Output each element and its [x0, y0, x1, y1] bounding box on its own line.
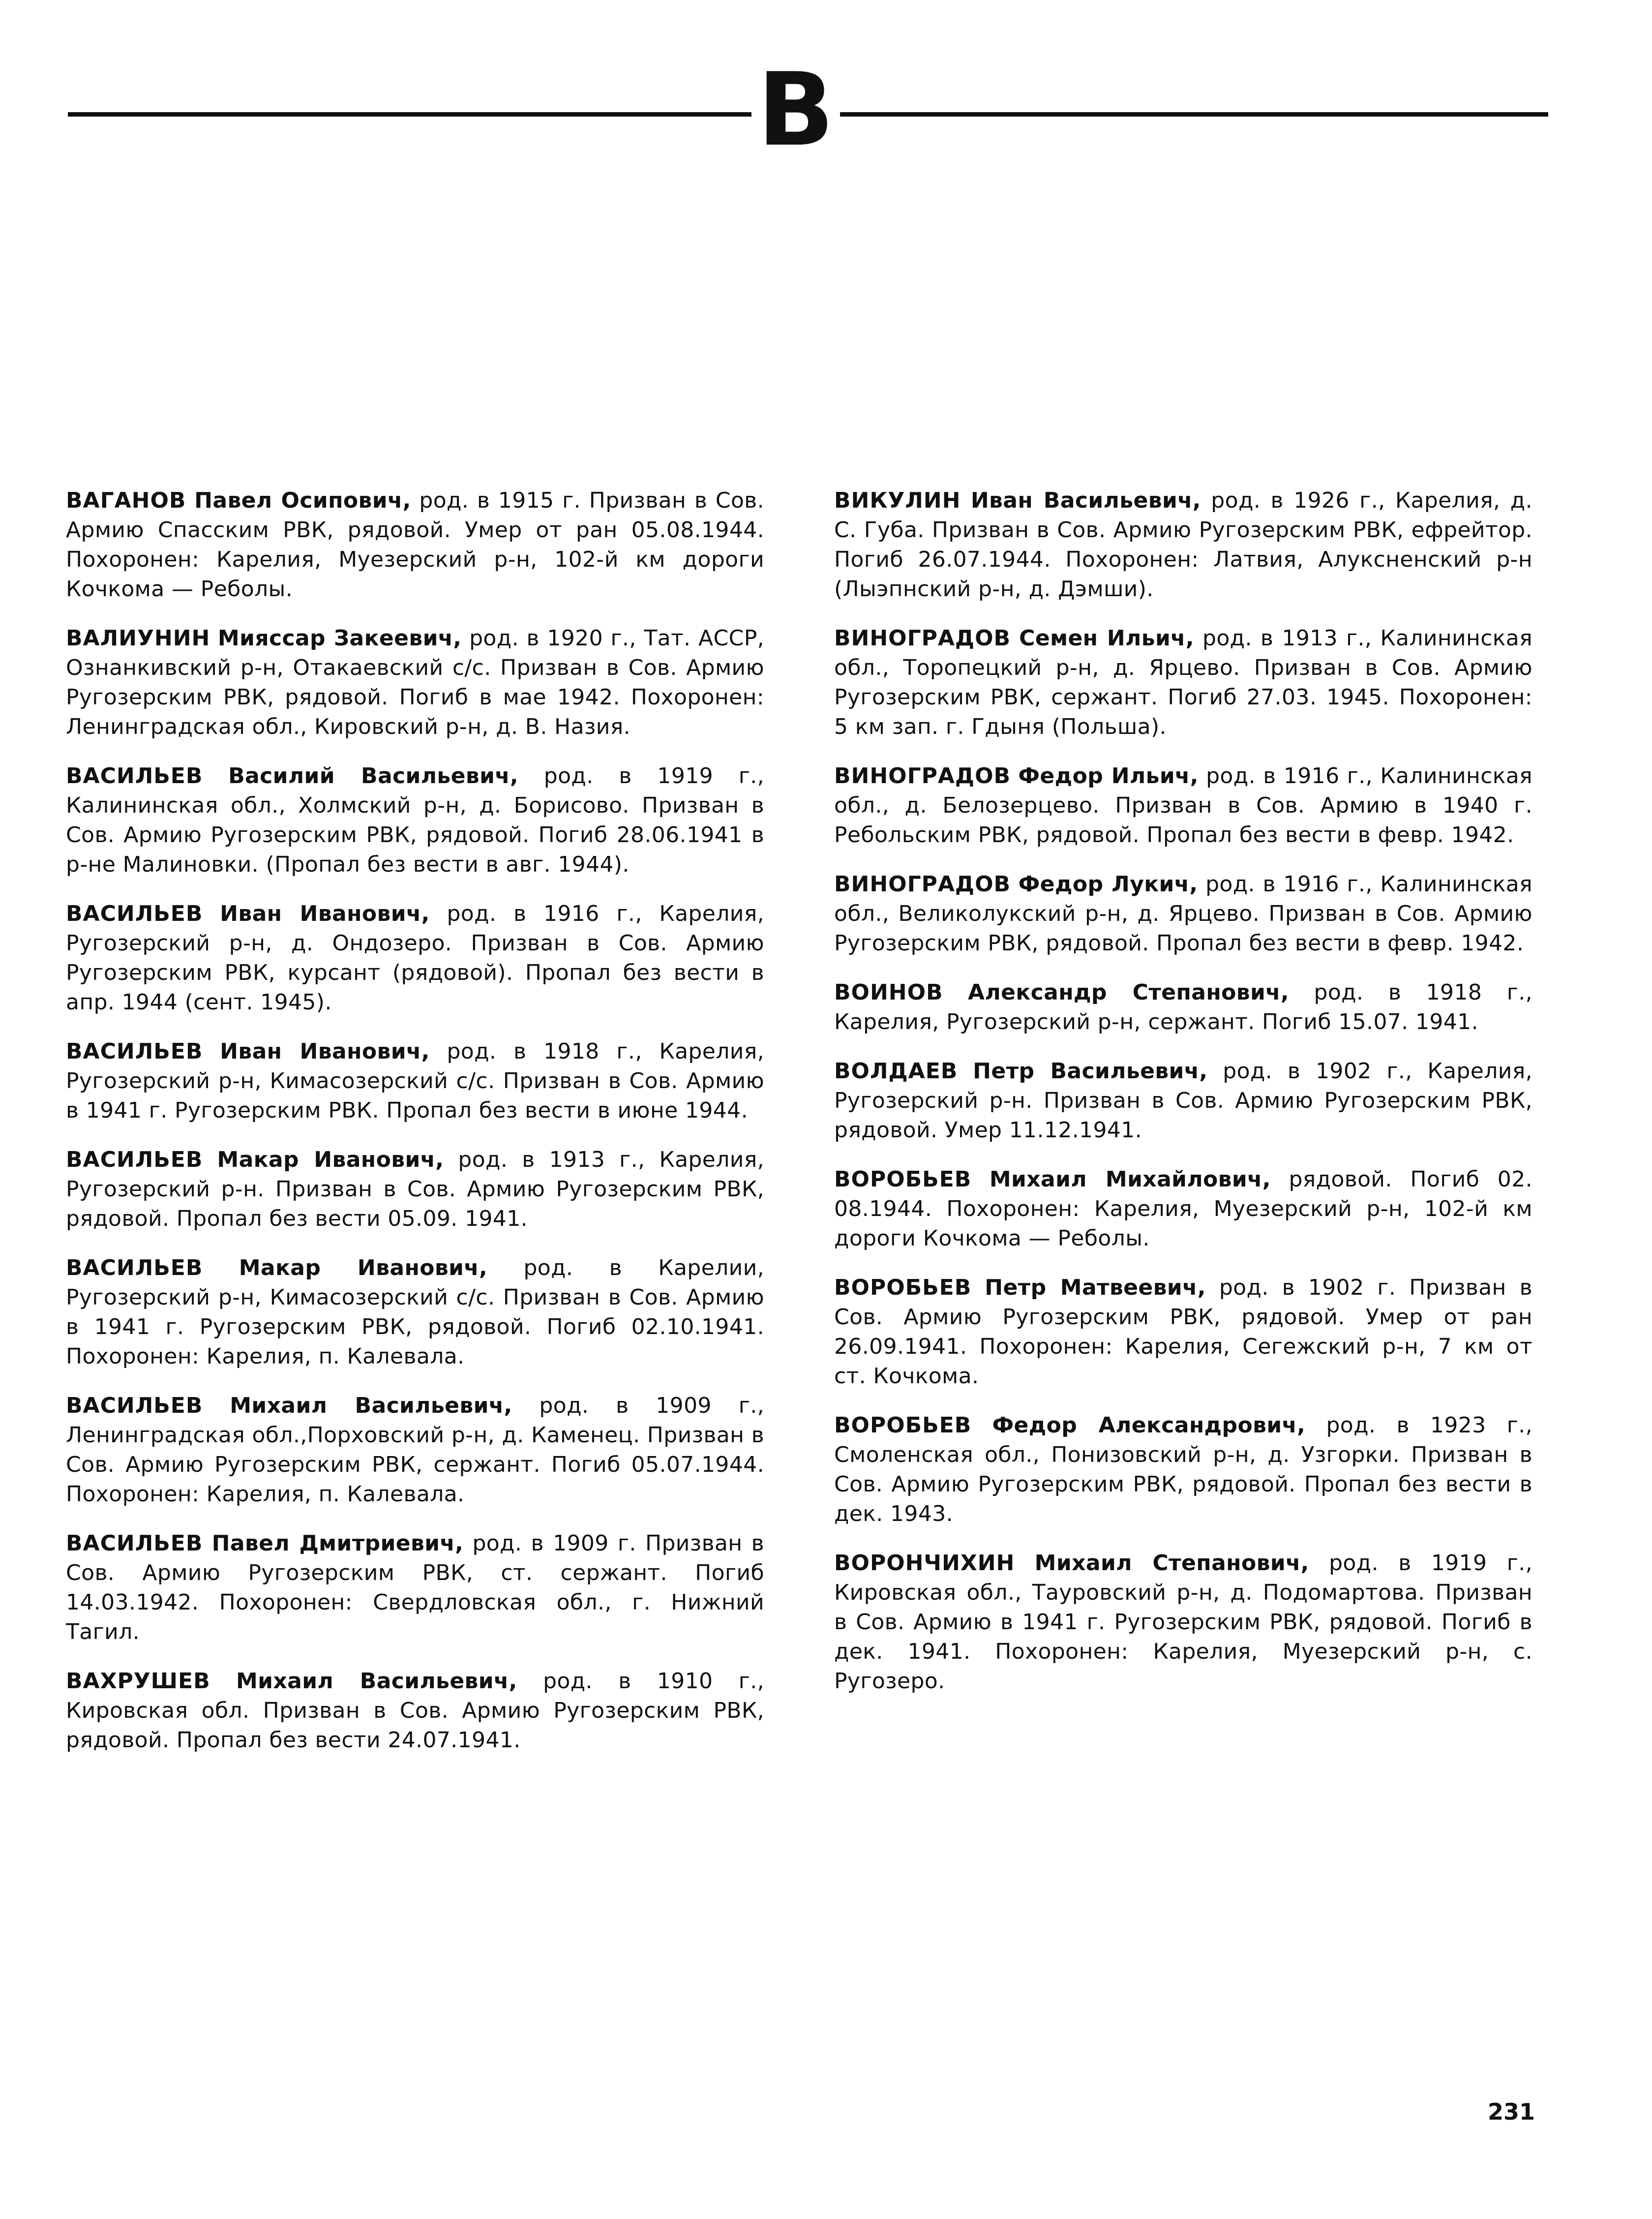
- entry-surname: ВАГАНОВ: [66, 488, 186, 513]
- entry-given-name: Александр Степанович,: [968, 980, 1289, 1005]
- entry-given-name: Иван Иванович,: [220, 901, 430, 926]
- entry-given-name: Петр Матвеевич,: [985, 1275, 1206, 1300]
- entry-surname: ВОЛДАЕВ: [834, 1059, 958, 1084]
- entry-text: род. в 1913 г., Калининская обл., Торопецкий р-н, д. Ярцево. Призван в Сов. Армию Ругозерским РВК, сержант. Погиб 27.03. 1945. Похоронен: 5 км зап. г. Гдыня (Польша).: [834, 626, 1532, 739]
- entry: [834, 624, 1532, 742]
- entry-surname: ВАСИЛЬЕВ: [66, 901, 203, 926]
- entry-text: род. в 1923 г., Смоленская обл., Понизовский р-н, д. Узгорки. Призван в Сов. Армию Ругозерским РВК, рядовой. Пропал без вести в дек. 1943.: [834, 1413, 1533, 1526]
- entry-text: род. в 1918 г., Карелия, Ругозерский р-н, сержант. Погиб 15.07. 1941.: [834, 980, 1533, 1034]
- entry-given-name: Петр Васильевич,: [973, 1059, 1208, 1084]
- header-rule-left: [68, 112, 751, 117]
- entry: [834, 978, 1532, 1037]
- entry: [66, 899, 764, 1017]
- entry-surname: ВАСИЛЬЕВ: [66, 1039, 203, 1064]
- entry: [834, 1057, 1532, 1145]
- entry-surname: ВОИНОВ: [834, 980, 943, 1005]
- entry: [66, 761, 764, 880]
- entry-surname: ВОРОНЧИХИН: [834, 1550, 1015, 1576]
- entry: [66, 1529, 764, 1647]
- entry: [834, 870, 1532, 958]
- entry: [66, 1037, 764, 1125]
- entry-surname: ВИНОГРАДОВ: [834, 626, 1011, 651]
- entry-text: род. в 1919 г., Калининская обл., Холмский р-н, д. Борисово. Призван в Сов. Армию Ругозерским РВК, рядовой. Погиб 28.06.1941 в р-не Малиновки. (Пропал без вести в авг. 1944).: [66, 763, 765, 877]
- entry-surname: ВИНОГРАДОВ: [834, 872, 1011, 897]
- entry-text: род. в 1910 г., Кировская обл. Призван в Сов. Армию Ругозерским РВК, рядовой. Пропал без вести 24.07.1941.: [66, 1669, 765, 1753]
- entry-given-name: Михаил Степанович,: [1034, 1550, 1309, 1576]
- entry-surname: ВИНОГРАДОВ: [834, 763, 1011, 789]
- right-column: [834, 486, 1532, 1716]
- entry-surname: ВОРОБЬЕВ: [834, 1413, 972, 1438]
- header-rule-right: [840, 112, 1548, 117]
- entry-given-name: Федор Лукич,: [1018, 872, 1198, 897]
- entry-given-name: Павел Осипович,: [194, 488, 411, 513]
- entry: [66, 1667, 764, 1755]
- entry: [834, 1165, 1532, 1253]
- entry-text: род. в 1920 г., Тат. АССР, Ознанкивский р-н, Отакаевский с/с. Призван в Сов. Армию Ругозерским РВК, рядовой. Погиб в мае 1942. Похоронен: Ленинградская обл., Кировский р-н, д. В. Назия.: [66, 626, 765, 739]
- entry-surname: ВАСИЛЬЕВ: [66, 1147, 203, 1172]
- entry-text: род. в 1909 г., Ленинградская обл.,Порховский р-н, д. Каменец. Призван в Сов. Армию Ругозерским РВК, сержант. Погиб 05.07.1944. Похоронен: Карелия, п. Калевала.: [66, 1393, 764, 1507]
- entry-given-name: Семен Ильич,: [1019, 626, 1194, 651]
- entry-surname: ВОРОБЬЕВ: [834, 1275, 972, 1300]
- entry-text: род. в Карелии, Ругозерский р-н, Кимасозерский с/с. Призван в Сов. Армию в 1941 г. Ругозерским РВК, рядовой. Погиб 02.10.1941. Похоронен: Карелия, п. Калевала.: [66, 1255, 765, 1369]
- entry-surname: ВАЛИУНИН: [66, 626, 210, 651]
- entry: [66, 1253, 764, 1371]
- entry: [834, 1273, 1532, 1391]
- entry: [66, 1391, 764, 1509]
- entry-given-name: Макар Иванович,: [239, 1255, 488, 1280]
- entry-given-name: Макар Иванович,: [217, 1147, 444, 1172]
- entry-surname: ВАСИЛЬЕВ: [66, 763, 203, 789]
- entry-text: род. в 1916 г., Калининская обл., Великолукский р-н, д. Ярцево. Призван в Сов. Армию Ругозерским РВК, рядовой. Пропал без вести в февр. 1942.: [834, 872, 1532, 956]
- entry-surname: ВАСИЛЬЕВ: [66, 1531, 203, 1556]
- entry: [834, 486, 1532, 604]
- entry-text: род. в 1919 г., Кировская обл., Тауровский р-н, д. Подомартова. Призван в Сов. Армию в 1941 г. Ругозерским РВК, рядовой. Погиб в дек. 1941. Похоронен: Карелия, Муезерский р-н, с. Ругозеро.: [834, 1550, 1533, 1694]
- entry: [66, 1145, 764, 1234]
- entry-given-name: Федор Ильич,: [1018, 763, 1199, 789]
- entry-given-name: Мияссар Закеевич,: [217, 626, 462, 651]
- entry-given-name: Иван Иванович,: [220, 1039, 430, 1064]
- section-header: [68, 52, 1548, 169]
- entry-surname: ВИКУЛИН: [834, 488, 961, 513]
- entry-text: род. в 1918 г., Карелия, Ругозерский р-н, Кимасозерский с/с. Призван в Сов. Армию в 1941 г. Ругозерским РВК. Пропал без вести в июне 1944.: [66, 1039, 765, 1123]
- entry-text: род. в 1916 г., Карелия, Ругозерский р-н, д. Ондозеро. Призван в Сов. Армию Ругозерским РВК, курсант (рядовой). Пропал без вести в апр. 1944 (сент. 1945).: [66, 901, 765, 1015]
- entry: [66, 486, 764, 604]
- entry-text: род. в 1915 г. Призван в Сов. Армию Спасским РВК, рядовой. Умер от ран 05.08.1944. Похоронен: Карелия, Муезерский р-н, 102-й км дороги Кочкома — Реболы.: [66, 488, 765, 602]
- left-column: [66, 486, 764, 1775]
- page-number: 231: [1487, 2098, 1535, 2125]
- entry-surname: ВАСИЛЬЕВ: [66, 1393, 203, 1418]
- entry: [834, 761, 1532, 850]
- entry-text: род. в 1916 г., Калининская обл., д. Белозерцево. Призван в Сов. Армию в 1940 г. Ребольским РВК, рядовой. Пропал без вести в февр. 1942.: [834, 763, 1533, 848]
- entry-text: род. в 1909 г. Призван в Сов. Армию Ругозерским РВК, ст. сержант. Погиб 14.03.1942. Похоронен: Свердловская обл., г. Нижний Тагил.: [66, 1531, 764, 1644]
- entry-surname: ВОРОБЬЕВ: [834, 1167, 972, 1192]
- entry-surname: ВАСИЛЬЕВ: [66, 1255, 203, 1280]
- entry-given-name: Михаил Васильевич,: [230, 1393, 512, 1418]
- entry-given-name: Михаил Васильевич,: [236, 1669, 517, 1694]
- entry-given-name: Василий Васильевич,: [228, 763, 519, 789]
- entry-surname: ВАХРУШЕВ: [66, 1669, 210, 1694]
- entry-given-name: Павел Дмитриевич,: [211, 1531, 464, 1556]
- entry-given-name: Иван Васильевич,: [970, 488, 1201, 513]
- entry-text: род. в 1913 г., Карелия, Ругозерский р-н. Призван в Сов. Армию Ругозерским РВК, рядовой. Пропал без вести 05.09. 1941.: [66, 1147, 764, 1231]
- entry-text: род. в 1926 г., Карелия, д. С. Губа. Призван в Сов. Армию Ругозерским РВК, ефрейтор. Погиб 26.07.1944. Похоронен: Латвия, Алуксненский р-н (Лыэпнский р-н, д. Дэмши).: [834, 488, 1532, 602]
- entry: [834, 1549, 1532, 1696]
- entry-text: рядовой. Погиб 02. 08.1944. Похоронен: Карелия, Муезерский р-н, 102-й км дороги Кочкома — Реболы.: [834, 1167, 1532, 1251]
- entry-given-name: Михаил Михайлович,: [989, 1167, 1271, 1192]
- entry: [834, 1411, 1532, 1529]
- entry-text: род. в 1902 г., Карелия, Ругозерский р-н. Призван в Сов. Армию Ругозерским РВК, рядовой. Умер 11.12.1941.: [834, 1059, 1533, 1143]
- section-letter: В: [757, 52, 835, 169]
- entry-given-name: Федор Александрович,: [992, 1413, 1306, 1438]
- entry: [66, 624, 764, 742]
- entry-text: род. в 1902 г. Призван в Сов. Армию Ругозерским РВК, рядовой. Умер от ран 26.09.1941. Похоронен: Карелия, Сегежский р-н, 7 км от ст. Кочкома.: [834, 1275, 1532, 1389]
